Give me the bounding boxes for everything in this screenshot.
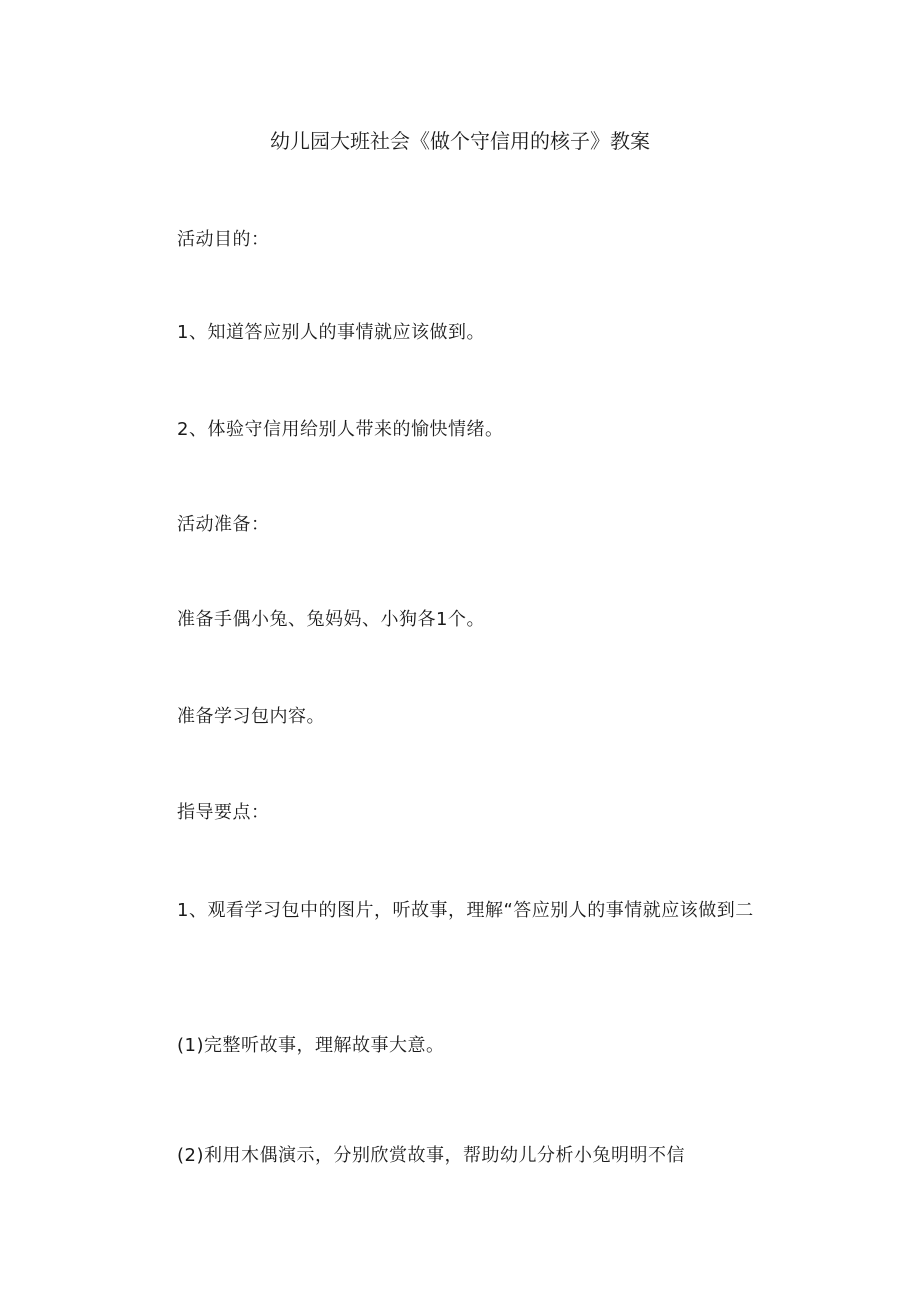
guidance-subitem-2: (2)利用木偶演示，分别欣赏故事，帮助幼儿分析小兔明明不信 [177,1145,685,1166]
objective-item-2: 2、体验守信用给别人带来的愉快情绪。 [177,419,504,440]
section-heading-preparation: 活动准备： [177,514,270,535]
preparation-item-1: 准备手偶小兔、兔妈妈、小狗各1个。 [177,609,485,630]
preparation-item-2: 准备学习包内容。 [177,706,325,727]
section-heading-objectives: 活动目的： [177,229,270,250]
objective-item-1: 1、知道答应别人的事情就应该做到。 [177,322,485,343]
guidance-item-1: 1、观看学习包中的图片，听故事，理解“答应别人的事情就应该做到二 [177,900,754,921]
guidance-subitem-1: (1)完整听故事，理解故事大意。 [177,1035,445,1056]
document-title: 幼儿园大班社会《做个守信用的核子》教案 [270,129,650,153]
section-heading-guidance: 指导要点： [177,802,270,823]
